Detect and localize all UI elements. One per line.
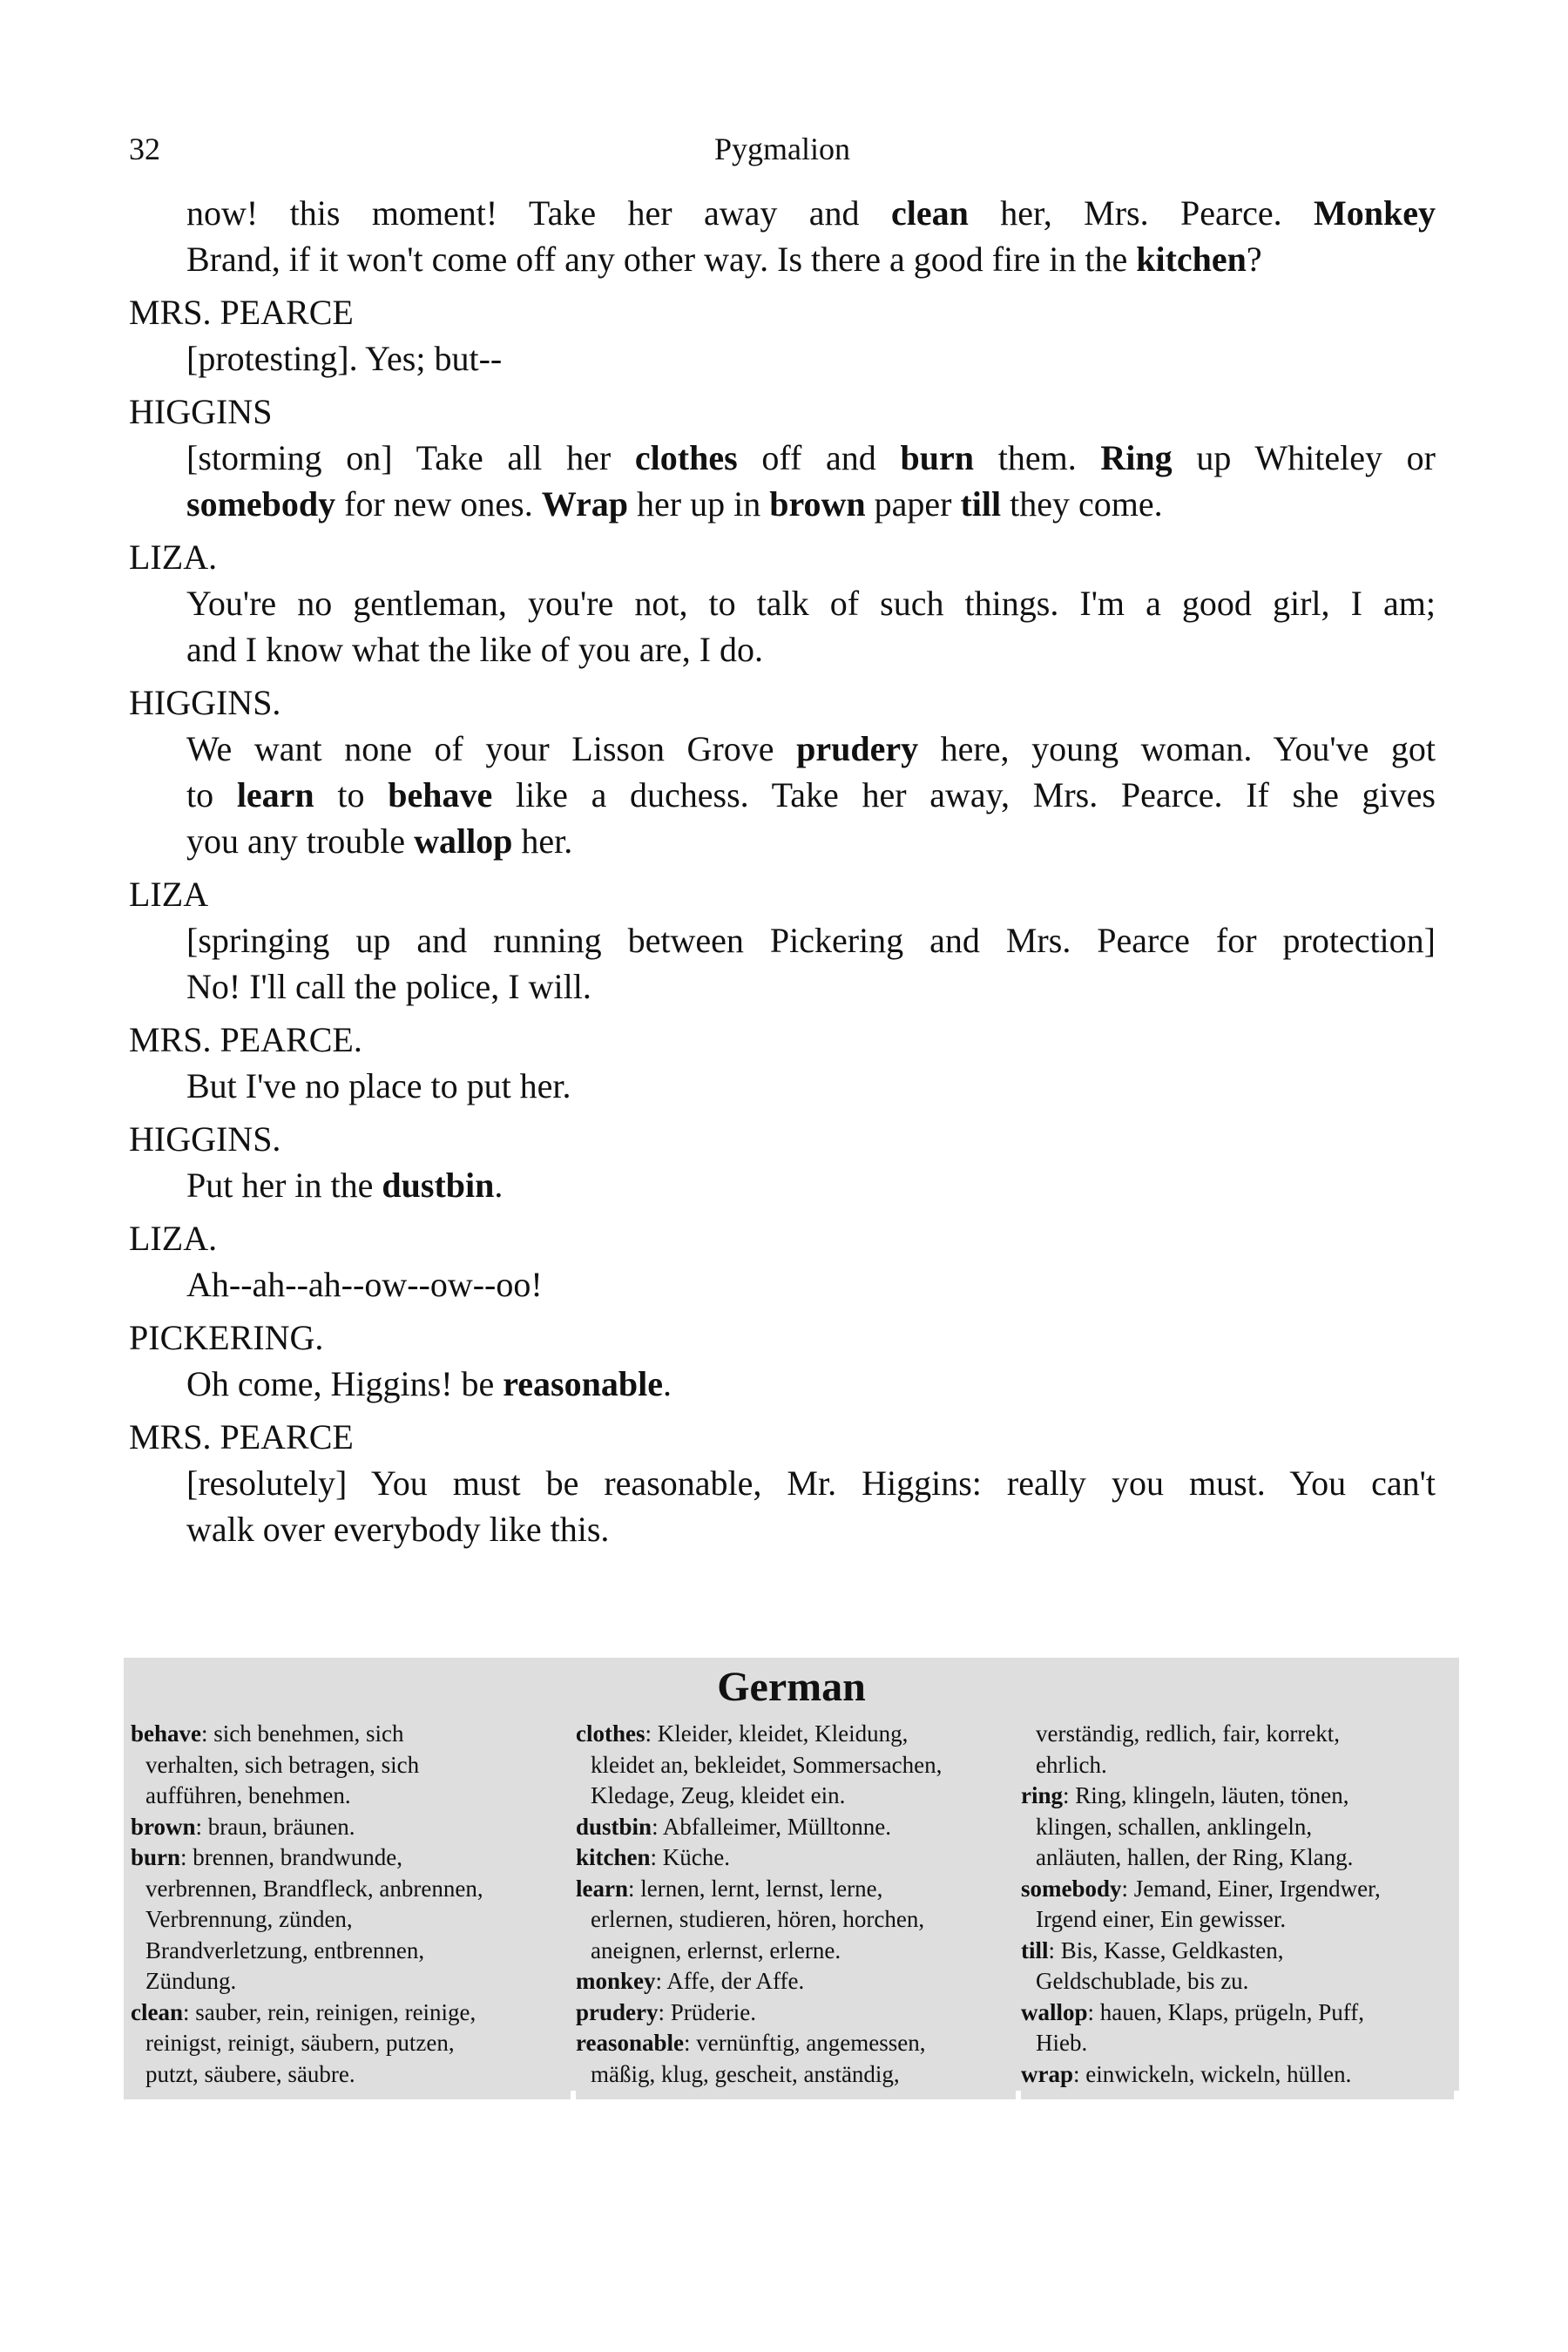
text-run: up Whiteley or xyxy=(1172,438,1436,477)
vocabulary-word: behave xyxy=(388,775,493,814)
glossary-continuation xyxy=(1021,1750,1448,1781)
vocabulary-word: wallop xyxy=(414,821,513,861)
glossary-definition: verhalten, sich betragen, sich xyxy=(145,1751,420,1778)
glossary-box xyxy=(124,1658,1459,2099)
dialogue-line xyxy=(186,726,1436,772)
glossary-term: learn xyxy=(576,1875,628,1902)
glossary-definition: : Kleider, kleidet, Kleidung, xyxy=(645,1720,909,1747)
glossary-definition: : lernen, lernt, lernst, lerne, xyxy=(628,1875,883,1902)
glossary-continuation xyxy=(131,1936,558,1967)
glossary-continuation xyxy=(1021,1966,1448,1997)
vocabulary-word: prudery xyxy=(796,729,919,768)
glossary-definition: Kledage, Zeug, kleidet ein. xyxy=(591,1782,846,1808)
dialogue-text xyxy=(186,435,1436,527)
glossary-definition: kleidet an, bekleidet, Sommersachen, xyxy=(591,1751,943,1778)
glossary-definition: aufführen, benehmen. xyxy=(145,1782,351,1808)
glossary-entry xyxy=(576,1719,1003,1750)
glossary-entry xyxy=(576,1997,1003,2029)
vocabulary-word: kitchen xyxy=(1136,240,1247,279)
dialogue-text xyxy=(186,1361,1436,1407)
glossary-definition: aneignen, erlernst, erlerne. xyxy=(591,1936,841,1963)
speech-block xyxy=(129,289,1436,382)
text-run: her, Mrs. Pearce. xyxy=(968,193,1315,233)
text-run: You're no gentleman, you're not, to talk of such things. I'm a good girl, I am; xyxy=(186,584,1436,623)
glossary-column xyxy=(131,1719,558,2090)
vocabulary-word: brown xyxy=(769,484,866,524)
speech-block xyxy=(129,1414,1436,1552)
vocabulary-word: somebody xyxy=(186,484,336,524)
dialogue-line xyxy=(186,481,1436,527)
dialogue-text xyxy=(186,580,1436,672)
glossary-definition: : Prüderie. xyxy=(658,1998,756,2025)
glossary-definition: Verbrennung, zünden, xyxy=(145,1906,353,1932)
glossary-continuation xyxy=(1021,1719,1448,1750)
glossary-entry xyxy=(131,1719,558,1750)
glossary-definition: verbrennen, Brandfleck, anbrennen, xyxy=(145,1875,483,1902)
glossary-term: behave xyxy=(131,1720,201,1747)
glossary-term: monkey xyxy=(576,1968,656,1994)
glossary-entry xyxy=(576,1842,1003,1874)
vocabulary-word: Ring xyxy=(1100,438,1173,477)
dialogue-text xyxy=(186,1261,1436,1308)
speech-block xyxy=(129,1017,1436,1109)
glossary-entry xyxy=(1021,2059,1448,2091)
dialogue-line xyxy=(186,335,1436,382)
glossary-term: wrap xyxy=(1021,2060,1073,2087)
dialogue-line xyxy=(186,435,1436,481)
glossary-entry xyxy=(131,1812,558,1843)
glossary-definition: klingen, schallen, anklingeln, xyxy=(1036,1813,1313,1840)
glossary-term: somebody xyxy=(1021,1875,1122,1902)
speech-block xyxy=(129,534,1436,672)
glossary-term: dustbin xyxy=(576,1813,652,1840)
glossary-entry xyxy=(131,1997,558,2029)
dialogue-text xyxy=(186,1460,1436,1552)
glossary-continuation xyxy=(1021,1812,1448,1843)
speaker-name: MRS. PEARCE xyxy=(129,1417,354,1456)
dialogue-text xyxy=(186,190,1436,282)
dialogue-line xyxy=(186,1162,1436,1208)
glossary-entry xyxy=(1021,1997,1448,2029)
text-run: [springing up and running between Pickering and Mrs. Pearce for protection] xyxy=(186,921,1436,960)
glossary-definition: : sich benehmen, sich xyxy=(201,1720,404,1747)
text-run: [protesting]. Yes; but-- xyxy=(186,339,503,378)
text-run: her up in xyxy=(628,484,770,524)
dialogue-text xyxy=(186,917,1436,1010)
page-number: 32 xyxy=(129,132,160,166)
vocabulary-word: clean xyxy=(890,193,969,233)
glossary-entry xyxy=(576,1812,1003,1843)
text-run: Brand, if it won't come off any other way. Is there a good fire in the xyxy=(186,240,1137,279)
vocabulary-word: clothes xyxy=(634,438,738,477)
speech-block xyxy=(129,190,1436,282)
column-separator xyxy=(1016,2091,1021,2099)
column-separator xyxy=(1454,2091,1459,2099)
dialogue-line xyxy=(186,963,1436,1010)
glossary-definition: : braun, bräunen. xyxy=(195,1813,355,1840)
glossary-entry xyxy=(1021,1936,1448,1967)
speaker-name: HIGGINS. xyxy=(129,683,281,722)
dialogue-line xyxy=(186,917,1436,963)
speaker-name: MRS. PEARCE xyxy=(129,293,354,332)
glossary-entry xyxy=(1021,1781,1448,1812)
dialogue-line xyxy=(186,772,1436,818)
glossary-definition: : sauber, rein, reinigen, reinige, xyxy=(183,1998,476,2025)
glossary-term: brown xyxy=(131,1813,196,1840)
glossary-definition: : vernünftig, angemessen, xyxy=(684,2030,926,2056)
glossary-entry xyxy=(576,1966,1003,1997)
glossary-continuation xyxy=(131,1750,558,1781)
speech-block xyxy=(129,1116,1436,1208)
glossary-term: reasonable xyxy=(576,2030,685,2056)
dialogue-line xyxy=(186,818,1436,864)
text-run: Oh come, Higgins! be xyxy=(186,1364,504,1403)
glossary-definition: ehrlich. xyxy=(1036,1751,1107,1778)
glossary-continuation xyxy=(576,1936,1003,1967)
glossary-definition: : Küche. xyxy=(650,1844,730,1870)
speech-block xyxy=(129,1315,1436,1407)
vocabulary-word: burn xyxy=(900,438,974,477)
speaker-name: LIZA xyxy=(129,875,209,914)
dialogue-text xyxy=(186,335,1436,382)
glossary-definition: anläuten, hallen, der Ring, Klang. xyxy=(1036,1844,1354,1870)
glossary-term: prudery xyxy=(576,1998,659,2025)
speech-block xyxy=(129,871,1436,1010)
text-run: [resolutely] You must be reasonable, Mr. Higgins: really you must. You can't xyxy=(186,1463,1436,1503)
glossary-term: till xyxy=(1021,1936,1049,1963)
text-run: Ah--ah--ah--ow--ow--oo! xyxy=(186,1265,543,1304)
text-run: them. xyxy=(974,438,1101,477)
glossary-definition: Irgend einer, Ein gewisser. xyxy=(1036,1906,1287,1932)
text-run: walk over everybody like this. xyxy=(186,1510,610,1549)
page-header xyxy=(129,131,1436,174)
glossary-definition: : Jemand, Einer, Irgendwer, xyxy=(1121,1875,1381,1902)
vocabulary-word: reasonable xyxy=(503,1364,663,1403)
glossary-title: German xyxy=(717,1664,866,1710)
dialogue-line xyxy=(186,580,1436,626)
dialogue-line xyxy=(186,1261,1436,1308)
text-run: . xyxy=(494,1166,504,1205)
text-run: paper xyxy=(865,484,961,524)
glossary-entry xyxy=(576,2028,1003,2059)
glossary-entry xyxy=(1021,1874,1448,1905)
glossary-definition: : Affe, der Affe. xyxy=(655,1968,805,1994)
glossary-definition: : einwickeln, wickeln, hüllen. xyxy=(1073,2060,1352,2087)
dialogue-text xyxy=(186,1063,1436,1109)
glossary-continuation xyxy=(131,2059,558,2091)
glossary-definition: Geldschublade, bis zu. xyxy=(1036,1968,1249,1994)
vocabulary-word: Monkey xyxy=(1314,193,1436,233)
glossary-definition: mäßig, klug, gescheit, anständig, xyxy=(591,2060,900,2087)
glossary-continuation xyxy=(131,1904,558,1936)
glossary-continuation xyxy=(131,2028,558,2059)
vocabulary-word: till xyxy=(960,484,1002,524)
text-run: to xyxy=(314,775,389,814)
text-run: . xyxy=(662,1364,672,1403)
glossary-entry xyxy=(576,1874,1003,1905)
dialogue-line xyxy=(186,1063,1436,1109)
text-run: ? xyxy=(1246,240,1262,279)
glossary-continuation xyxy=(576,1750,1003,1781)
text-run: her. xyxy=(512,821,573,861)
vocabulary-word: dustbin xyxy=(382,1166,495,1205)
running-title: Pygmalion xyxy=(713,132,850,166)
glossary-definition: : hauen, Klaps, prügeln, Puff, xyxy=(1087,1998,1364,2025)
speaker-name: LIZA. xyxy=(129,537,218,577)
glossary-definition: reinigst, reinigt, säubern, putzen, xyxy=(145,2030,455,2056)
play-text xyxy=(129,190,1436,1552)
vocabulary-word: Wrap xyxy=(541,484,629,524)
glossary-term: kitchen xyxy=(576,1844,651,1870)
glossary-continuation xyxy=(131,1966,558,1997)
dialogue-text xyxy=(186,1162,1436,1208)
glossary-term: clean xyxy=(131,1998,183,2025)
speech-block xyxy=(129,1215,1436,1308)
dialogue-line xyxy=(186,190,1436,236)
text-run: Put her in the xyxy=(186,1166,382,1205)
glossary-continuation xyxy=(131,1874,558,1905)
text-run: No! I'll call the police, I will. xyxy=(186,967,591,1006)
glossary-definition: Brandverletzung, entbrennen, xyxy=(145,1936,425,1963)
dialogue-text xyxy=(186,726,1436,864)
glossary-definition: : brennen, brandwunde, xyxy=(180,1844,402,1870)
speech-block xyxy=(129,389,1436,527)
text-run: We want none of your Lisson Grove xyxy=(186,729,797,768)
text-run: you any trouble xyxy=(186,821,415,861)
text-run: to xyxy=(186,775,237,814)
text-run: off and xyxy=(737,438,901,477)
text-run: for new ones. xyxy=(335,484,542,524)
text-run: here, young woman. You've got xyxy=(918,729,1436,768)
glossary-definition: Hieb. xyxy=(1036,2030,1088,2056)
text-run: they come. xyxy=(1001,484,1163,524)
speaker-name: PICKERING. xyxy=(129,1318,324,1357)
dialogue-line xyxy=(186,1361,1436,1407)
speaker-name: LIZA. xyxy=(129,1219,218,1258)
glossary-continuation xyxy=(1021,1904,1448,1936)
glossary-term: clothes xyxy=(576,1720,645,1747)
glossary-continuation xyxy=(576,1781,1003,1812)
text-run: [storming on] Take all her xyxy=(186,438,635,477)
text-run: But I've no place to put her. xyxy=(186,1066,571,1105)
glossary-definition: : Ring, klingeln, läuten, tönen, xyxy=(1063,1782,1349,1808)
glossary-definition: : Bis, Kasse, Geldkasten, xyxy=(1048,1936,1284,1963)
glossary-column xyxy=(576,1719,1003,2090)
speaker-name: HIGGINS xyxy=(129,392,273,431)
text-run: like a duchess. Take her away, Mrs. Pearce. If she gives xyxy=(492,775,1436,814)
vocabulary-word: learn xyxy=(236,775,314,814)
glossary-continuation xyxy=(576,2059,1003,2091)
glossary-continuation xyxy=(1021,2028,1448,2059)
speech-block xyxy=(129,679,1436,864)
glossary-definition: Zündung. xyxy=(145,1968,237,1994)
speaker-name: MRS. PEARCE. xyxy=(129,1020,362,1059)
speaker-name: HIGGINS. xyxy=(129,1119,281,1159)
glossary-continuation xyxy=(131,1781,558,1812)
dialogue-line xyxy=(186,1506,1436,1552)
glossary-term: burn xyxy=(131,1844,181,1870)
glossary-term: ring xyxy=(1021,1782,1064,1808)
glossary-definition: verständig, redlich, fair, korrekt, xyxy=(1036,1720,1341,1747)
glossary-term: wallop xyxy=(1021,1998,1088,2025)
column-separator xyxy=(571,2091,576,2099)
glossary-definition: erlernen, studieren, hören, horchen, xyxy=(591,1906,925,1932)
text-run: now! this moment! Take her away and xyxy=(186,193,891,233)
glossary-column xyxy=(1021,1719,1448,2090)
glossary-definition: : Abfalleimer, Mülltonne. xyxy=(652,1813,891,1840)
dialogue-line xyxy=(186,236,1436,282)
dialogue-line xyxy=(186,626,1436,672)
glossary-continuation xyxy=(1021,1842,1448,1874)
glossary-definition: putzt, säubere, säubre. xyxy=(145,2060,355,2087)
text-run: and I know what the like of you are, I do. xyxy=(186,630,764,669)
glossary-entry xyxy=(131,1842,558,1874)
glossary-continuation xyxy=(576,1904,1003,1936)
dialogue-line xyxy=(186,1460,1436,1506)
